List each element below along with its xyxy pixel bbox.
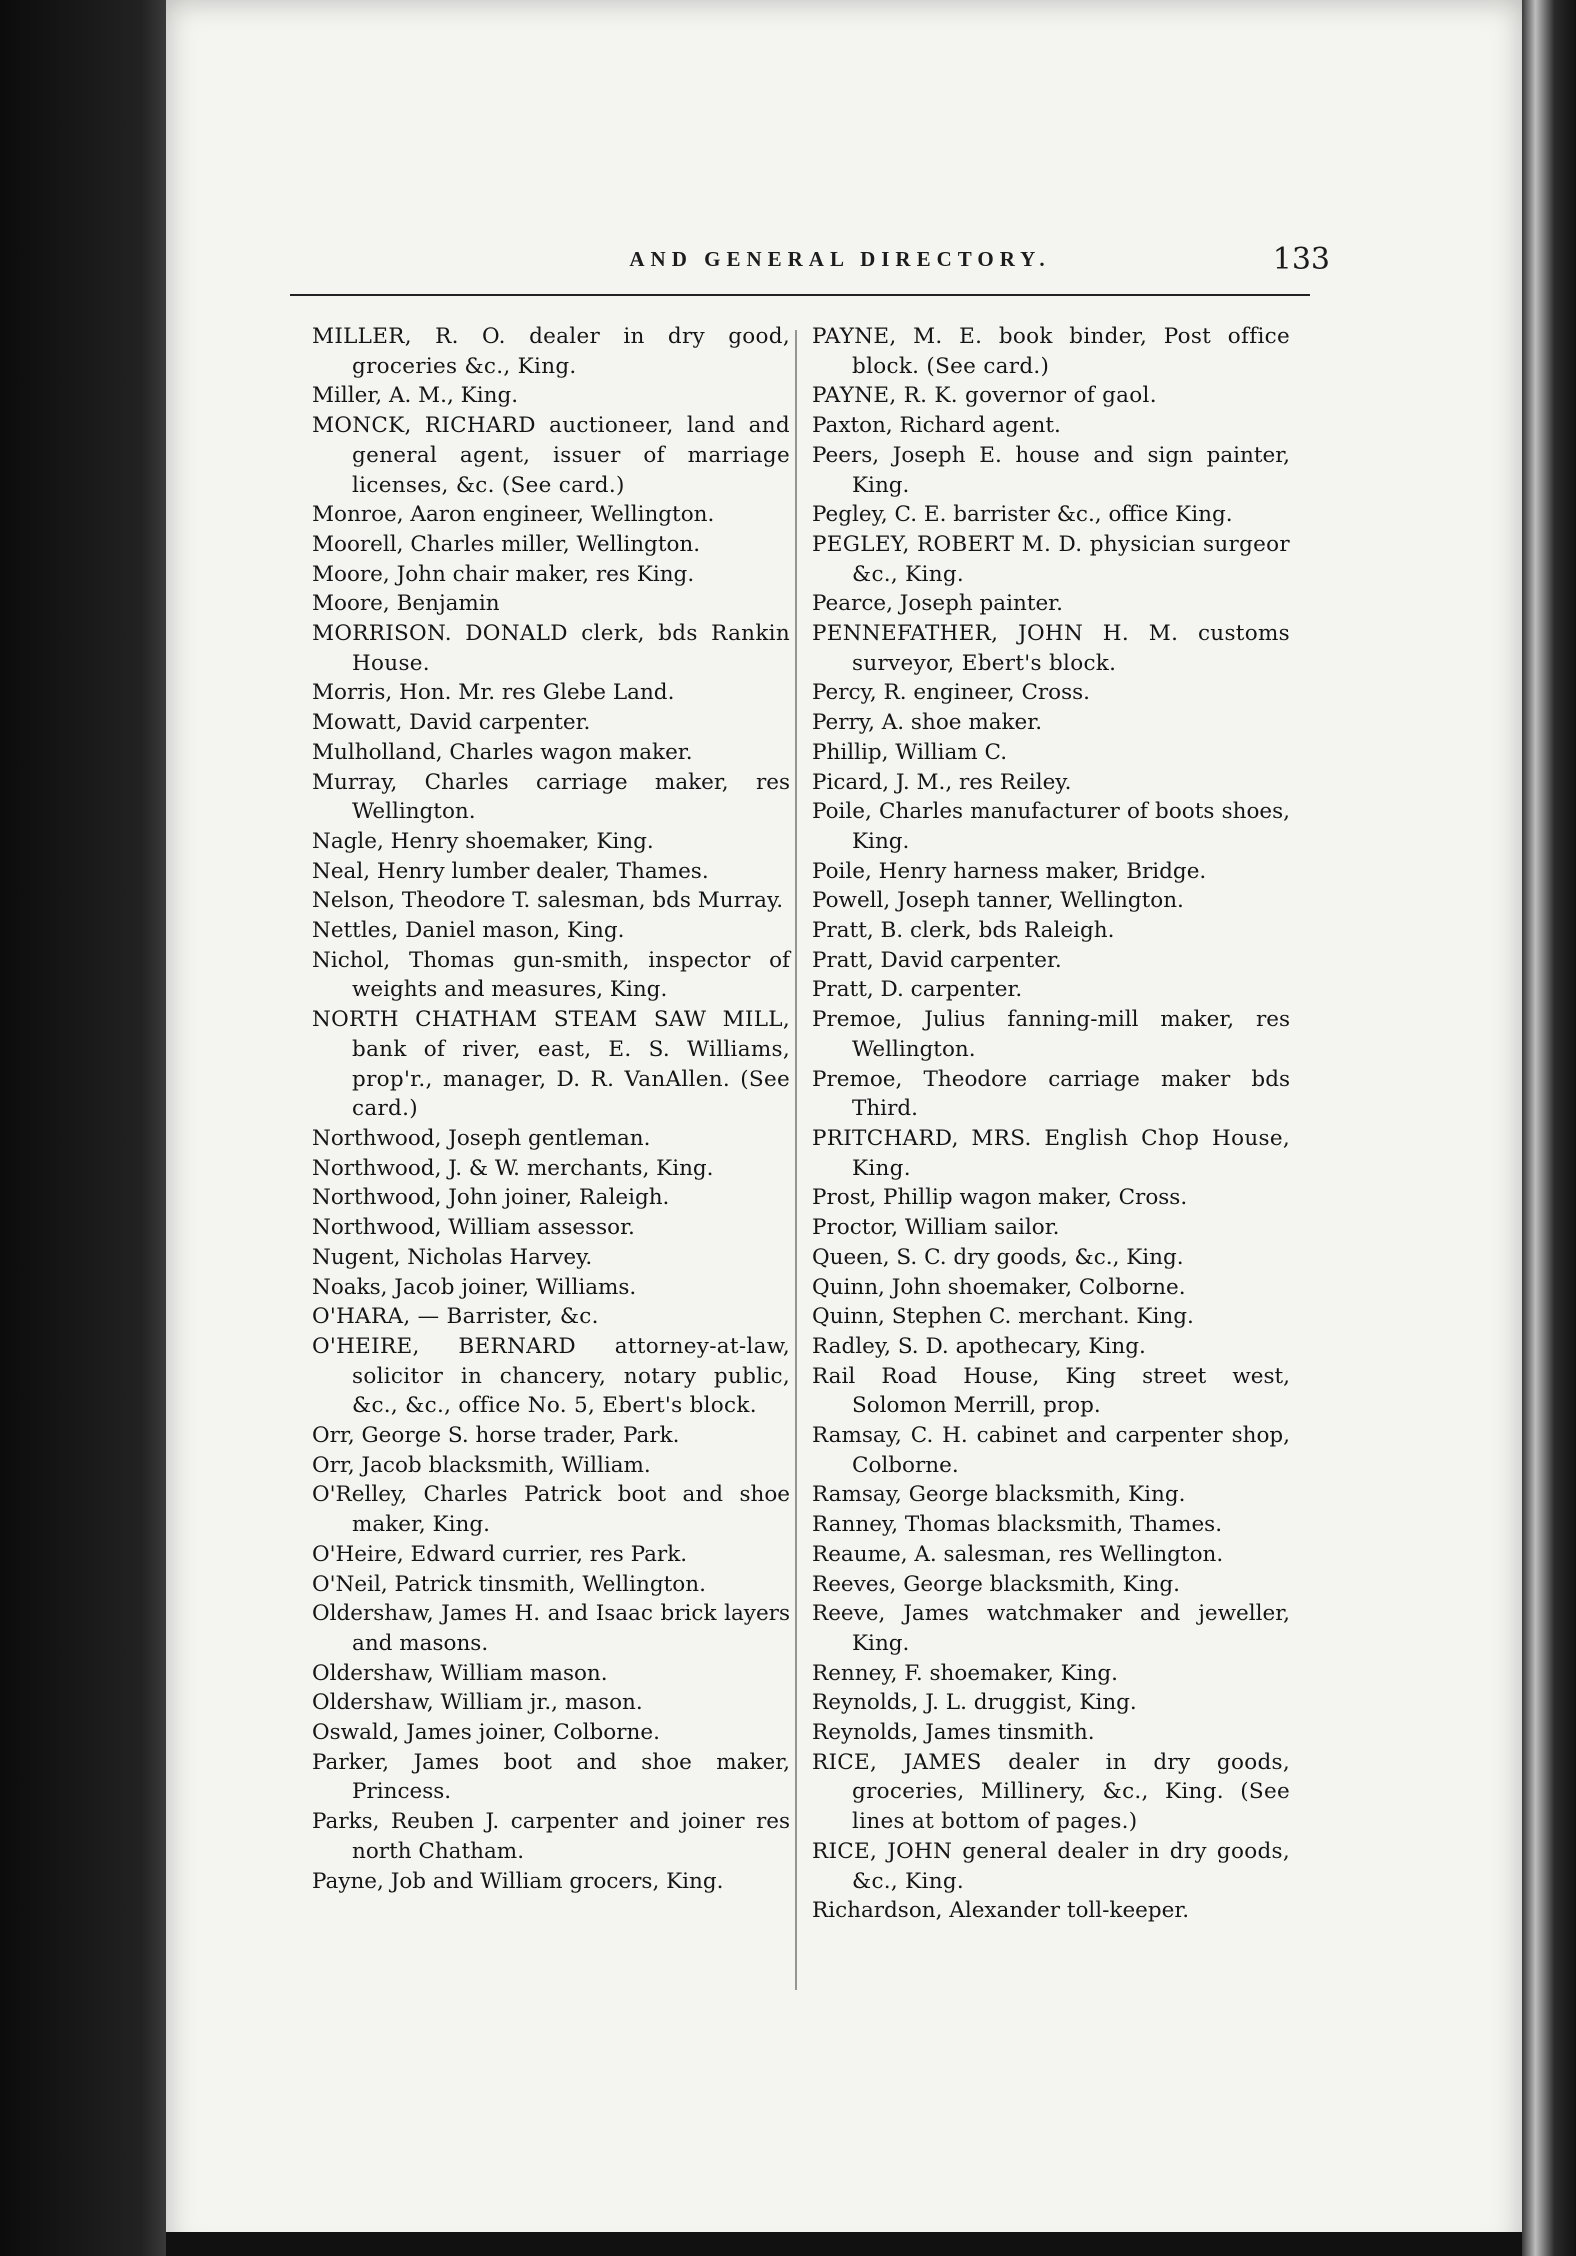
directory-entry: Pegley, C. E. barrister &c., office King. (812, 502, 1233, 528)
directory-entry: Rail Road House, King street west, Solomon Merrill, prop. (812, 1363, 1290, 1419)
page-number: 133 (1272, 242, 1330, 277)
scan-border-left (0, 0, 166, 2256)
running-head: AND GENERAL DIRECTORY. (629, 247, 1051, 271)
directory-entry: RICE, JOHN general dealer in dry goods, &c., King. (812, 1838, 1290, 1894)
directory-entry: O'Relley, Charles Patrick boot and shoe maker, King. (312, 1482, 790, 1538)
directory-entry: Quinn, John shoemaker, Colborne. (812, 1274, 1186, 1300)
directory-entry: Peers, Joseph E. house and sign painter, King. (812, 442, 1290, 498)
left-column (312, 322, 790, 1896)
directory-entry: Parker, James boot and shoe maker, Princess. (312, 1749, 790, 1805)
directory-entry: Orr, George S. horse trader, Park. (312, 1423, 680, 1449)
directory-entry: Noaks, Jacob joiner, Williams. (312, 1274, 637, 1300)
directory-entry: Reeves, George blacksmith, King. (812, 1571, 1181, 1597)
directory-entry: Northwood, J. & W. merchants, King. (312, 1155, 714, 1181)
directory-entry: O'HEIRE, BERNARD attorney-at-law, solicitor in chancery, notary public, &c., &c., office No. 5, Ebert's block. (312, 1333, 790, 1419)
directory-entry: Pratt, B. clerk, bds Raleigh. (812, 918, 1115, 944)
directory-entry: Northwood, John joiner, Raleigh. (312, 1185, 670, 1211)
directory-entry: Oldershaw, James H. and Isaac brick layers and masons. (312, 1601, 790, 1656)
directory-entry: Nagle, Henry shoemaker, King. (312, 828, 654, 854)
directory-entry: Reaume, A. salesman, res Wellington. (812, 1541, 1224, 1567)
directory-entry: Oldershaw, William jr., mason. (312, 1690, 643, 1716)
directory-entry: Proctor, William sailor. (812, 1215, 1060, 1241)
column-divider (795, 330, 797, 1990)
directory-entry: Morris, Hon. Mr. res Glebe Land. (312, 680, 675, 706)
directory-entry: Payne, Job and William grocers, King. (312, 1868, 724, 1894)
directory-entry: Northwood, Joseph gentleman. (312, 1125, 651, 1151)
directory-entry: Reynolds, J. L. druggist, King. (812, 1690, 1137, 1716)
directory-entry: Picard, J. M., res Reiley. (812, 769, 1072, 795)
directory-entry: Pearce, Joseph painter. (812, 591, 1063, 617)
directory-entry: Queen, S. C. dry goods, &c., King. (812, 1244, 1184, 1270)
directory-entry: Richardson, Alexander toll-keeper. (812, 1898, 1190, 1924)
directory-entry: Murray, Charles carriage maker, res Wellington. (312, 769, 790, 825)
directory-entry: PRITCHARD, MRS. English Chop House, King. (812, 1125, 1290, 1181)
scan-border-bottom (166, 2232, 1522, 2256)
directory-entry: Poile, Charles manufacturer of boots shoes, King. (812, 799, 1290, 854)
directory-entry: PAYNE, M. E. book binder, Post office block. (See card.) (812, 324, 1290, 379)
directory-entry: Premoe, Theodore carriage maker bds Third. (812, 1066, 1290, 1122)
directory-entry: Quinn, Stephen C. merchant. King. (812, 1304, 1194, 1330)
directory-entry: PENNEFATHER, JOHN H. M. customs surveyor, Ebert's block. (812, 621, 1290, 676)
directory-entry: Ramsay, C. H. cabinet and carpenter shop, Colborne. (812, 1423, 1290, 1478)
directory-entry: Pratt, David carpenter. (812, 947, 1062, 973)
directory-entry: Percy, R. engineer, Cross. (812, 680, 1091, 706)
directory-entry: Premoe, Julius fanning-mill maker, res Wellington. (812, 1007, 1290, 1062)
directory-entry: Moore, John chair maker, res King. (312, 561, 695, 587)
directory-entry: PAYNE, R. K. governor of gaol. (812, 383, 1157, 409)
directory-entry: Moorell, Charles miller, Wellington. (312, 531, 701, 557)
directory-entry: Phillip, William C. (812, 739, 1008, 765)
directory-entry: O'HARA, — Barrister, &c. (312, 1304, 599, 1330)
directory-entry: Poile, Henry harness maker, Bridge. (812, 858, 1207, 884)
directory-entry: Ranney, Thomas blacksmith, Thames. (812, 1512, 1223, 1538)
directory-entry: Nugent, Nicholas Harvey. (312, 1244, 593, 1270)
directory-entry: Parks, Reuben J. carpenter and joiner res north Chatham. (312, 1809, 790, 1864)
directory-entry: MILLER, R. O. dealer in dry good, groceries &c., King. (312, 324, 790, 379)
directory-entry: Moore, Benjamin (312, 591, 500, 617)
header-rule (290, 294, 1310, 296)
directory-entry: Renney, F. shoemaker, King. (812, 1660, 1118, 1686)
directory-entry: Paxton, Richard agent. (812, 413, 1061, 439)
directory-entry: NORTH CHATHAM STEAM SAW MILL, bank of river, east, E. S. Williams, prop'r., manager, D. R. VanAllen. (See card.) (312, 1007, 790, 1122)
directory-entry: O'Neil, Patrick tinsmith, Wellington. (312, 1571, 706, 1597)
directory-entry: Reeve, James watchmaker and jeweller, King. (812, 1601, 1290, 1656)
directory-entry: Nettles, Daniel mason, King. (312, 918, 625, 944)
directory-entry: PEGLEY, ROBERT M. D. physician surgeor &c., King. (812, 531, 1290, 587)
directory-entry: Nichol, Thomas gun-smith, inspector of weights and measures, King. (312, 947, 790, 1003)
directory-entry: Mowatt, David carpenter. (312, 710, 591, 736)
directory-entry: Reynolds, James tinsmith. (812, 1720, 1095, 1746)
scan-border-right (1522, 0, 1576, 2256)
directory-entry: O'Heire, Edward currier, res Park. (312, 1541, 688, 1567)
directory-entry: Radley, S. D. apothecary, King. (812, 1333, 1146, 1359)
right-column (812, 322, 1290, 1926)
directory-entry: MORRISON. DONALD clerk, bds Rankin House. (312, 621, 790, 676)
directory-entry: Mulholland, Charles wagon maker. (312, 739, 693, 765)
directory-entry: MONCK, RICHARD auctioneer, land and general agent, issuer of marriage licenses, &c. (See card.) (312, 413, 790, 498)
directory-entry: Oswald, James joiner, Colborne. (312, 1720, 660, 1746)
directory-entry: RICE, JAMES dealer in dry goods, groceries, Millinery, &c., King. (See lines at bottom of pages.) (812, 1749, 1290, 1835)
directory-entry: Miller, A. M., King. (312, 383, 519, 409)
directory-entry: Ramsay, George blacksmith, King. (812, 1482, 1186, 1508)
directory-entry: Northwood, William assessor. (312, 1215, 635, 1241)
directory-entry: Neal, Henry lumber dealer, Thames. (312, 858, 709, 884)
directory-entry: Perry, A. shoe maker. (812, 710, 1043, 736)
directory-entry: Nelson, Theodore T. salesman, bds Murray. (312, 888, 784, 914)
directory-entry: Powell, Joseph tanner, Wellington. (812, 888, 1184, 914)
directory-entry: Monroe, Aaron engineer, Wellington. (312, 502, 715, 528)
directory-entry: Oldershaw, William mason. (312, 1660, 608, 1686)
directory-entry: Prost, Phillip wagon maker, Cross. (812, 1185, 1188, 1211)
directory-entry: Orr, Jacob blacksmith, William. (312, 1452, 651, 1478)
directory-entry: Pratt, D. carpenter. (812, 977, 1023, 1003)
